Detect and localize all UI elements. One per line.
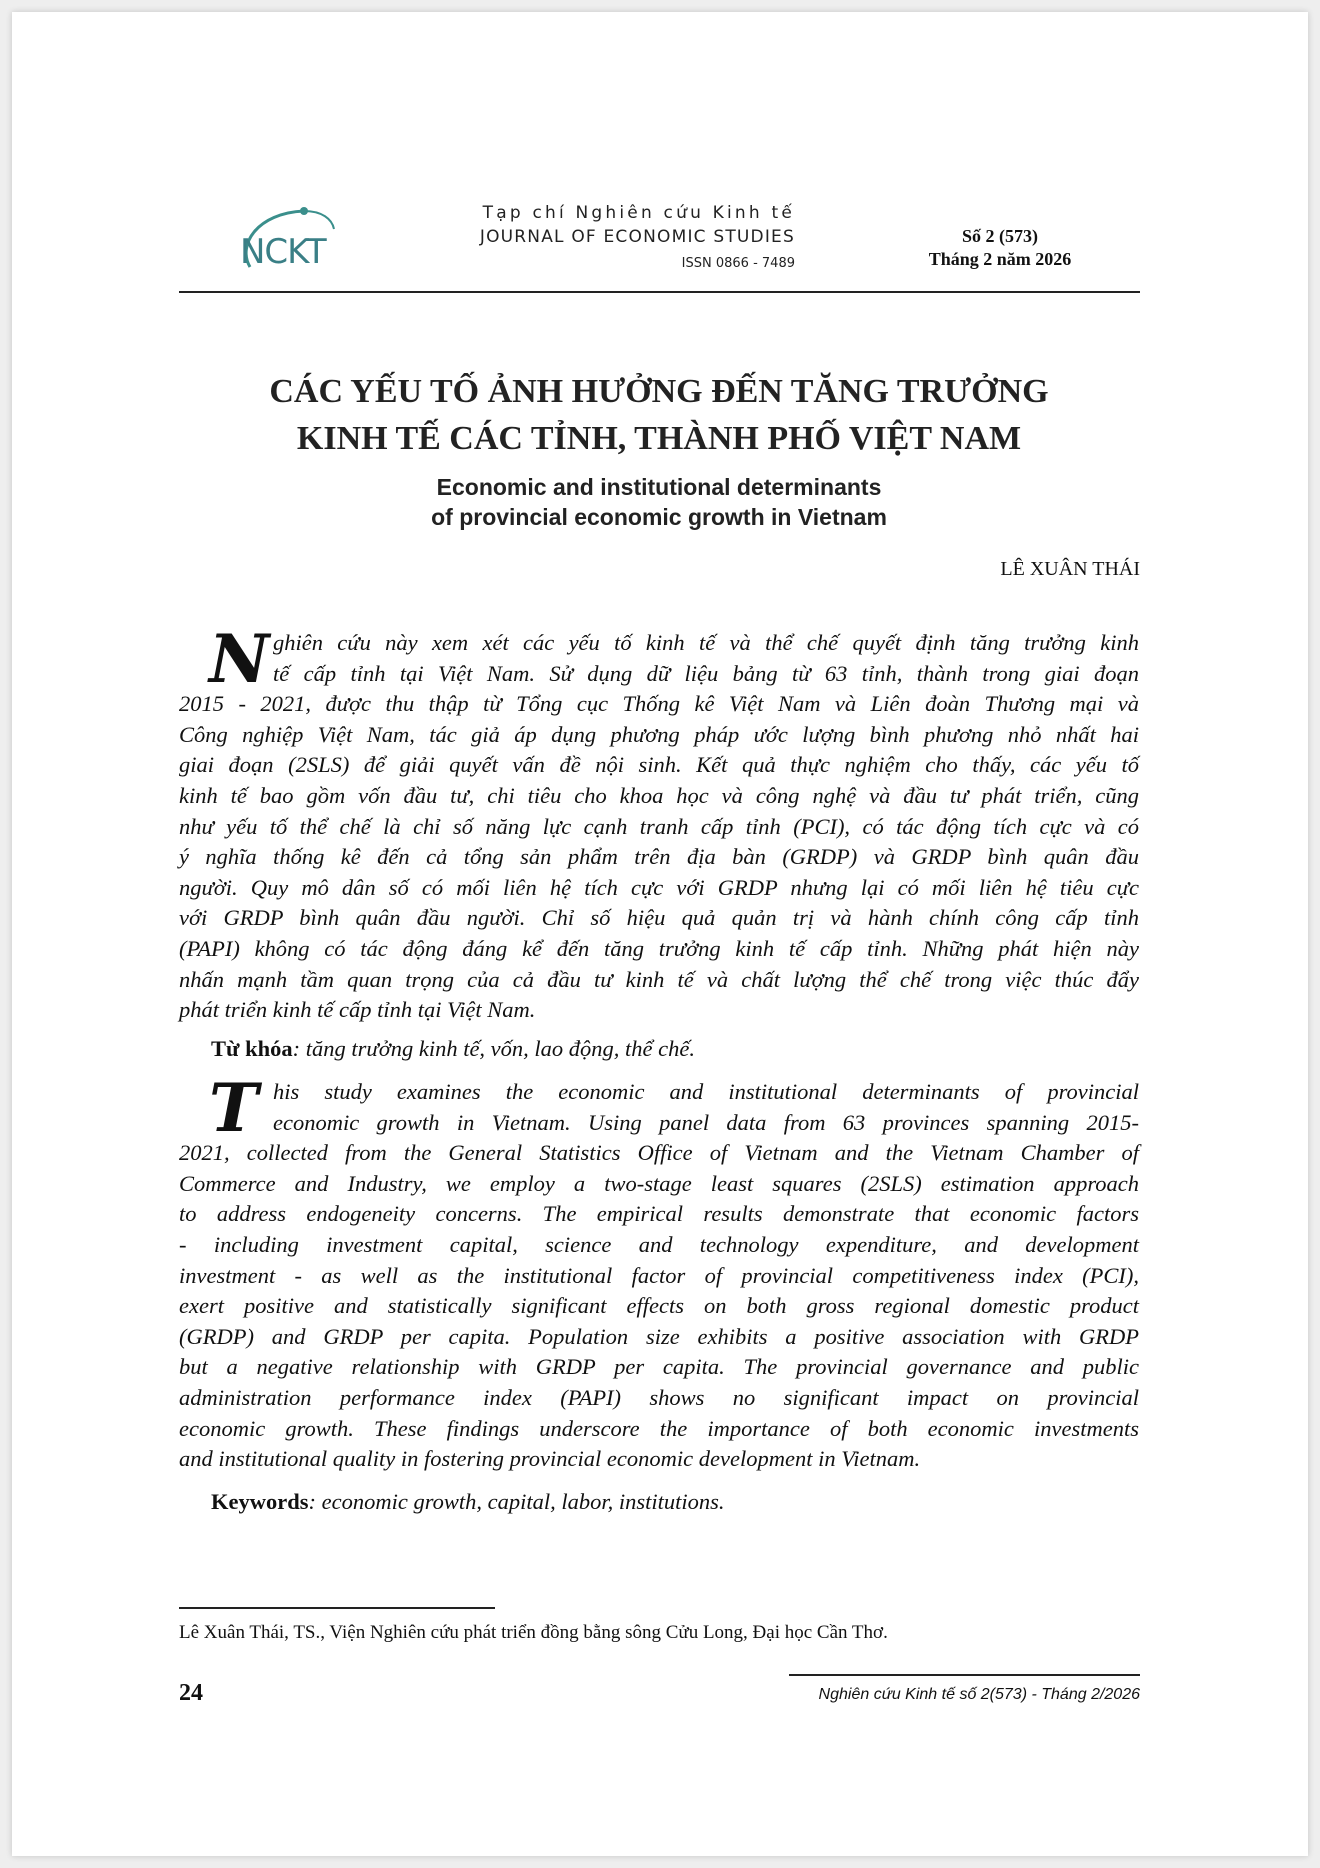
abstract-line: exert positive and statistically significant effects on both gross regional domestic product: [179, 1293, 1139, 1319]
abstract-line: (GRDP) and GRDP per capita. Population size exhibits a positive association with GRDP: [179, 1323, 1139, 1349]
abstract-line: như yếu tố thể chế là chỉ số năng lực cạnh tranh cấp tỉnh (PCI), có tác động tích cực và có: [179, 813, 1139, 839]
journal-name-vn: Tạp chí Nghiên cứu Kinh tế: [482, 203, 795, 223]
abstract-line: - including investment capital, science and technology expenditure, and development: [179, 1231, 1139, 1257]
abstract-vietnamese: [179, 620, 1139, 1026]
abstract-line: giai đoạn (2SLS) để giải quyết vấn đề nội sinh. Kết quả thực nghiệm cho thấy, các yếu tố: [179, 752, 1139, 778]
keywords-list: : tăng trưởng kinh tế, vốn, lao động, thể chế.: [292, 1036, 696, 1061]
abstract-english: [179, 1069, 1139, 1475]
abstract-line: người. Quy mô dân số có mối liên hệ tích cực với GRDP nhưng lại có mối liên hệ tiêu cực: [179, 874, 1139, 900]
abstract-line: administration performance index (PAPI) shows no significant impact on provincial: [179, 1384, 1139, 1410]
abstract-line: investment - as well as the institutional factor of provincial competitiveness index (PCI),: [179, 1262, 1139, 1288]
abstract-line: (PAPI) không có tác động đáng kể đến tăng trưởng kinh tế cấp tỉnh. Những phát hiện này: [179, 935, 1139, 961]
journal-logo: [232, 205, 352, 285]
page-number: 24: [179, 1680, 203, 1706]
abstract-line: kinh tế bao gồm vốn đầu tư, chi tiêu cho khoa học và công nghệ và đầu tư phát triển, cũng: [179, 782, 1139, 808]
abstract-line: economic growth. These findings underscore the importance of both economic investments: [179, 1415, 1139, 1441]
issue-info: [880, 225, 1120, 271]
running-footer: Nghiên cứu Kinh tế số 2(573) - Tháng 2/2026: [818, 1686, 1140, 1703]
keywords-label: Từ khóa: [211, 1036, 293, 1061]
keywords-list: : economic growth, capital, labor, institutions.: [308, 1489, 725, 1514]
footnote-rule: [179, 1607, 495, 1609]
drop-cap: N: [209, 620, 270, 698]
issue-date: Tháng 2 năm 2026: [928, 249, 1072, 269]
footer-rule: [789, 1674, 1140, 1676]
journal-name-en: JOURNAL OF ECONOMIC STUDIES: [479, 227, 795, 247]
journal-name: [380, 203, 795, 271]
keywords-vietnamese: [211, 1036, 695, 1062]
title-line: CÁC YẾU TỐ ẢNH HƯỞNG ĐẾN TĂNG TRƯỞNG: [269, 373, 1049, 410]
drop-cap: T: [209, 1069, 259, 1147]
abstract-line: 2015 - 2021, được thu thập từ Tổng cục Thống kê Việt Nam và Liên đoàn Thương mại và: [179, 691, 1139, 717]
issue-number: Số 2 (573): [962, 226, 1038, 246]
article-title: [179, 368, 1139, 462]
abstract-line: his study examines the economic and institutional determinants of provincial: [273, 1079, 1139, 1104]
abstract-line: 2021, collected from the General Statistics Office of Vietnam and the Vietnam Chamber of: [179, 1140, 1139, 1166]
subtitle-line: of provincial economic growth in Vietnam: [431, 504, 887, 530]
abstract-line: nhấn mạnh tầm quan trọng của cả đầu tư kinh tế và chất lượng thể chế trong việc thúc đẩy: [179, 966, 1139, 992]
abstract-line: phát triển kinh tế cấp tỉnh tại Việt Nam.: [179, 997, 536, 1023]
title-line: KINH TẾ CÁC TỈNH, THÀNH PHỐ VIỆT NAM: [296, 420, 1022, 457]
abstract-line: ý nghĩa thống kê đến cả tổng sản phẩm trên địa bàn (GRDP) và GRDP bình quân đầu: [179, 844, 1139, 870]
keywords-label: Keywords: [211, 1489, 309, 1514]
abstract-line: với GRDP bình quân đầu người. Chỉ số hiệu quả quản trị và hành chính công cấp tỉnh: [179, 905, 1139, 931]
keywords-english: [211, 1489, 725, 1515]
author: LÊ XUÂN THÁI: [1000, 558, 1140, 580]
abstract-line: Công nghiệp Việt Nam, tác giả áp dụng phương pháp ước lượng bình phương nhỏ nhất hai: [179, 721, 1139, 747]
author-footnote: Lê Xuân Thái, TS., Viện Nghiên cứu phát triển đồng bằng sông Cửu Long, Đại học Cần Thơ.: [179, 1622, 888, 1643]
abstract-line: to address endogeneity concerns. The empirical results demonstrate that economic factors: [179, 1201, 1139, 1227]
subtitle-line: Economic and institutional determinants: [436, 474, 882, 500]
abstract-line: tế cấp tỉnh tại Việt Nam. Sử dụng dữ liệu bảng từ 63 tỉnh, thành trong giai đoạn: [273, 660, 1139, 686]
article-subtitle: [179, 472, 1139, 532]
abstract-line: ghiên cứu này xem xét các yếu tố kinh tế và thể chế quyết định tăng trưởng kinh: [273, 630, 1139, 655]
abstract-line: economic growth in Vietnam. Using panel data from 63 provinces spanning 2015-: [273, 1109, 1139, 1135]
abstract-line: but a negative relationship with GRDP per capita. The provincial governance and public: [179, 1354, 1139, 1380]
abstract-line: and institutional quality in fostering provincial economic development in Vietnam.: [179, 1446, 921, 1472]
issn: ISSN 0866 - 7489: [681, 256, 795, 271]
header-rule: [179, 291, 1140, 293]
svg-text:NCKT: NCKT: [240, 232, 326, 272]
abstract-line: Commerce and Industry, we employ a two-stage least squares (2SLS) estimation approach: [179, 1170, 1139, 1196]
